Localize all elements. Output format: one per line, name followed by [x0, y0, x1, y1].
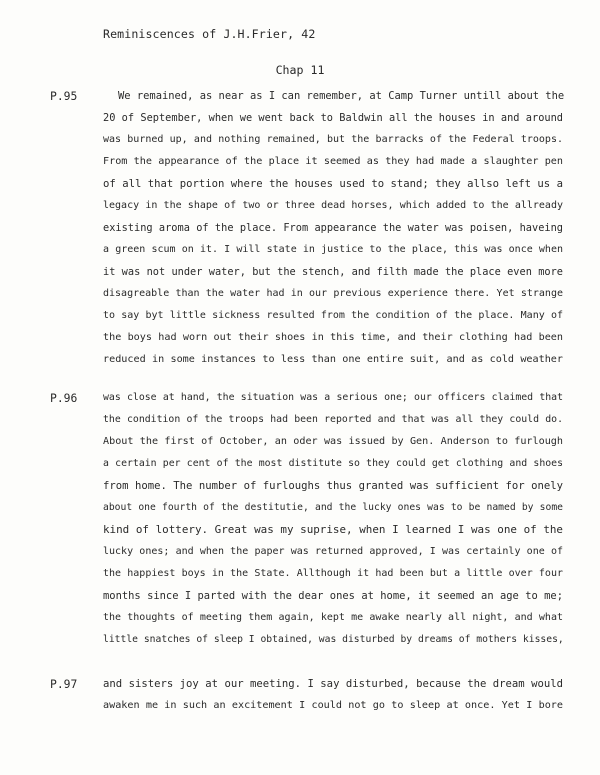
text-line: the boys had worn out their shoes in this time, and their clothing had been	[103, 332, 563, 343]
text-line: and sisters joy at our meeting. I say disturbed, because the dream would	[103, 678, 563, 690]
text-line: about one fourth of the destitutie, and the lucky ones was to be named by some	[103, 502, 563, 513]
text-line: existing aroma of the place. From appearance the water was poisen, haveing	[103, 222, 563, 234]
text-line: legacy in the shape of two or three dead horses, which added to the allready	[103, 200, 563, 211]
text-line: We remained, as near as I can remember, at Camp Turner untill about the	[118, 90, 565, 102]
text-line: awaken me in such an excitement I could not go to sleep at once. Yet I bore	[103, 700, 563, 711]
page-header: Reminiscences of J.H.Frier, 42	[103, 27, 316, 41]
text-line: it was not under water, but the stench, and filth made the place even more	[103, 266, 563, 278]
text-line: from home. The number of furloughs thus granted was sufficient for onely	[103, 480, 563, 492]
text-line: kind of lottery. Great was my suprise, when I learned I was one of the	[103, 523, 563, 536]
text-line: months since I parted with the dear ones at home, it seemed an age to me;	[103, 590, 563, 602]
text-line: was burned up, and nothing remained, but the barracks of the Federal troops.	[103, 134, 563, 145]
text-line: a green scum on it. I will state in justice to the place, this was once when	[103, 244, 563, 255]
text-line: the thoughts of meeting them again, kept me awake nearly all night, and what	[103, 612, 563, 623]
text-line: the condition of the troops had been reported and that was all they could do.	[103, 414, 563, 425]
text-line: disagreable than the water had in our previous experience there. Yet strange	[103, 288, 563, 299]
text-line: reduced in some instances to less than one entire suit, and as cold weather	[103, 354, 563, 365]
text-line: to say byt little sickness resulted from the condition of the place. Many of	[103, 310, 563, 321]
chapter-title: Chap 11	[275, 63, 325, 77]
margin-page-ref: P.97	[50, 677, 78, 691]
text-line: was close at hand, the situation was a serious one; our officers claimed that	[103, 392, 563, 403]
text-line: About the first of October, an oder was issued by Gen. Anderson to furlough	[103, 436, 563, 447]
margin-page-ref: P.96	[50, 391, 78, 405]
margin-page-ref: P.95	[50, 89, 78, 103]
text-line: From the appearance of the place it seemed as they had made a slaughter pen	[103, 156, 563, 167]
text-line: 20 of September, when we went back to Baldwin all the houses in and around	[103, 112, 563, 124]
text-line: lucky ones; and when the paper was returned approved, I was certainly one of	[103, 546, 563, 557]
text-line: little snatches of sleep I obtained, was disturbed by dreams of mothers kisses,	[103, 634, 564, 645]
text-line: the happiest boys in the State. Allthough it had been but a little over four	[103, 568, 563, 579]
text-line: a certain per cent of the most distitute so they could get clothing and shoes	[103, 458, 563, 469]
text-line: of all that portion where the houses used to stand; they allso left us a	[103, 178, 563, 190]
